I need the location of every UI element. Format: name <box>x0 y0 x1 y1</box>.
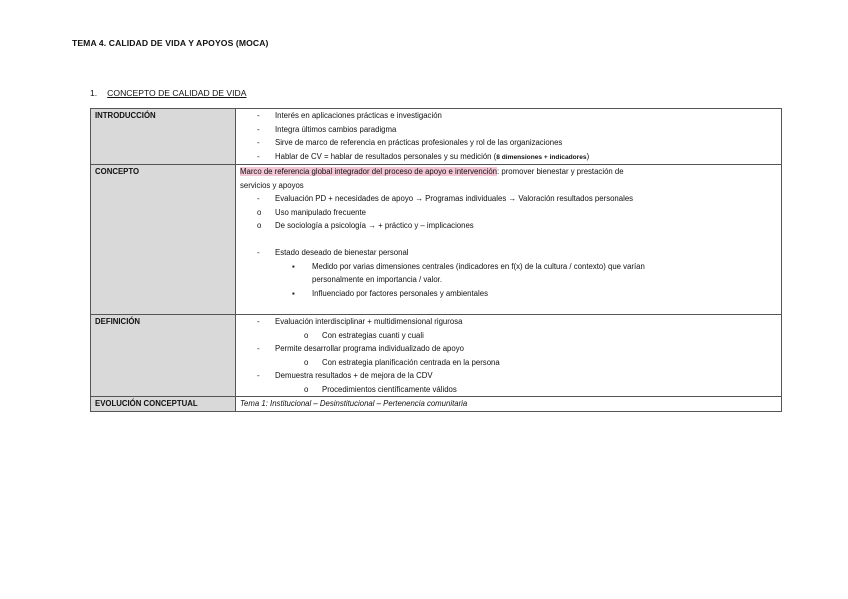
row-label: CONCEPTO <box>91 165 236 315</box>
row-label: INTRODUCCIÓN <box>91 109 236 165</box>
list-item: o De sociología a psicología → + práctico y – implicaciones <box>257 221 474 230</box>
row-content <box>236 109 782 165</box>
table-row-definicion <box>91 315 782 397</box>
row-content <box>236 315 782 397</box>
list-item: - Permite desarrollar programa individualizado de apoyo <box>257 344 464 353</box>
list-item: - Sirve de marco de referencia en prácticas profesionales y rol de las organizaciones <box>257 138 563 147</box>
list-item: - Demuestra resultados + de mejora de la CDV <box>257 371 433 380</box>
list-item: o Con estrategia planificación centrada en la persona <box>304 357 500 367</box>
list-item: - Evaluación PD + necesidades de apoyo → Programas individuales → Valoración resultados personales <box>257 194 634 203</box>
concept-definition-cont: servicios y apoyos <box>240 180 304 190</box>
table-row-concepto <box>91 165 782 315</box>
concept-table <box>90 108 782 412</box>
list-item: ▪ Medido por varias dimensiones centrales (indicadores en f(x) de la cultura / contexto) que varían <box>292 261 645 271</box>
list-item: - Hablar de CV = hablar de resultados personales y su medición (8 dimensiones + indicadores) <box>257 151 590 161</box>
list-item: o Con estrategias cuanti y cuali <box>304 330 424 340</box>
list-item: ▪ Influenciado por factores personales y ambientales <box>292 288 488 298</box>
table-row-evolucion <box>91 397 782 412</box>
section-heading <box>90 88 246 98</box>
list-item: - Integra últimos cambios paradigma <box>257 124 397 134</box>
section-number: 1. <box>90 88 98 98</box>
document-title: TEMA 4. CALIDAD DE VIDA Y APOYOS (MOCA) <box>72 38 269 48</box>
list-item: - Interés en aplicaciones prácticas e investigación <box>257 111 442 120</box>
row-content: Tema 1: Institucional – Desinstitucional – Pertenencia comunitaria <box>236 397 782 412</box>
row-label: EVOLUCIÓN CONCEPTUAL <box>91 397 236 412</box>
list-item-cont: personalmente en importancia / valor. <box>312 275 443 284</box>
concept-definition: Marco de referencia global integrador del proceso de apoyo e intervención: promover bienestar y prestación de <box>240 167 624 176</box>
row-label: DEFINICIÓN <box>91 315 236 397</box>
highlighted-text: Marco de referencia global integrador del proceso de apoyo e intervención <box>240 167 498 176</box>
list-item: o Procedimientos científicamente válidos <box>304 384 457 394</box>
section-title: CONCEPTO DE CALIDAD DE VIDA <box>107 88 247 98</box>
list-item: - Estado deseado de bienestar personal <box>257 248 409 257</box>
list-item: o Uso manipulado frecuente <box>257 207 367 217</box>
table-row-introduccion <box>91 109 782 165</box>
row-content <box>236 165 782 315</box>
list-item: - Evaluación interdisciplinar + multidimensional rigurosa <box>257 317 463 326</box>
